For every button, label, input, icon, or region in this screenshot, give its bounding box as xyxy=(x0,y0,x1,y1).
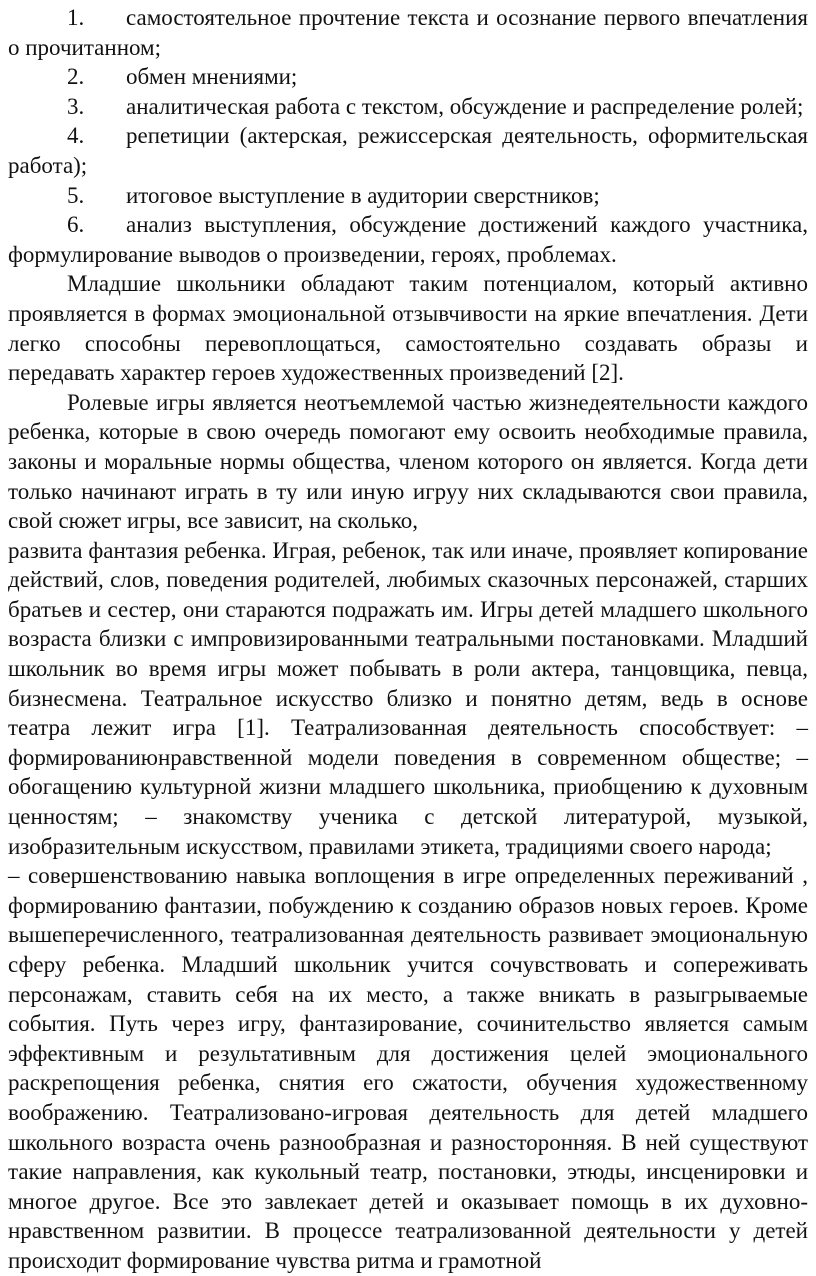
paragraph-potential: Младшие школьники обладают таким потенциалом, который активно проявляется в формах эмоциональной отзывчивости на яркие впечатления. Дети легко способны перевоплощаться, самостоятельно создавать образы и передавать характер героев художественных произведений [2]. xyxy=(8,271,808,386)
list-item-5 xyxy=(8,181,808,211)
list-text: итоговое выступление в аудитории сверстников; xyxy=(126,182,600,208)
list-item-1 xyxy=(8,3,808,62)
list-item-4 xyxy=(8,121,808,180)
list-item-6 xyxy=(8,210,808,269)
list-text: самостоятельное прочтение текста и осознание первого впечатления о прочитанном; xyxy=(8,5,808,60)
paragraph-role-games: Ролевые игры является неотъемлемой частью жизнедеятельности каждого ребенка, которые в свою очередь помогают ему освоить необходимые правила, законы и моральные нормы общества, членом которого он является. Когда дети только начинают играть в ту или иную игруу них складываются свои правила, свой сюжет игры, все зависит, на сколько, xyxy=(8,389,808,534)
list-text: аналитическая работа с текстом, обсуждение и распределение ролей; xyxy=(126,93,804,119)
list-number: 5. xyxy=(67,182,85,208)
list-number: 3. xyxy=(67,93,85,119)
paragraph-improvement: – совершенствованию навыка воплощения в игре определенных переживаний , формированию фантазии, побуждению к созданию образов новых героев. Кроме вышеперечисленного, театрализованная деятельность развивает эмоциональную сферу ребенка. Младший школьник учится сочувствовать и сопереживать персонажам, ставить себя на их место, а также вникать в разыгрываемые события. Путь через игру, фантазирование, сочинительство является самым эффективным и результативным для достижения целей эмоционального раскрепощения ребенка, снятия его сжатости, обучения художественному воображению. Театрализовано-игровая деятельность для детей младшего школьного возраста очень разнообразная и разносторонняя. В ней существуют такие направления, как кукольный театр, постановки, этюды, инсценировки и многое другое. Все это завлекает детей и оказывает помощь в их духовно-нравственном развитии. В процессе театрализованной деятельности у детей происходит формирование чувства ритма и грамотной xyxy=(8,863,808,1273)
list-item-2 xyxy=(8,62,808,92)
list-text: репетиции (актерская, режиссерская деятельность, оформительская работа); xyxy=(8,123,808,178)
list-item-3 xyxy=(8,92,808,122)
list-text: анализ выступления, обсуждение достижений каждого участника, формулирование выводов о произведении, героях, проблемах. xyxy=(8,212,808,267)
list-number: 4. xyxy=(67,123,85,149)
list-number: 6. xyxy=(67,212,85,238)
list-text: обмен мнениями; xyxy=(126,64,298,90)
list-number: 1. xyxy=(67,5,85,30)
list-number: 2. xyxy=(67,64,85,90)
paragraph-fantasy: развита фантазия ребенка. Играя, ребенок, так или иначе, проявляет копирование действий, слов, поведения родителей, любимых сказочных персонажей, старших братьев и сестер, они стараются подражать им. Игры детей младшего школьного возраста близки с импровизированными театральными постановками. Младший школьник во время игры может побывать в роли актера, танцовщика, певца, бизнесмена. Театральное искусство близко и понятно детям, ведь в основе театра лежит игра [1]. Театрализованная деятельность способствует: – формированиюнравственной модели поведения в современном обществе; – обогащению культурной жизни младшего школьника, приобщению к духовным ценностям; – знакомству ученика с детской литературой, музыкой, изобразительным искусством, правилами этикета, традициями своего народа; xyxy=(8,537,808,859)
